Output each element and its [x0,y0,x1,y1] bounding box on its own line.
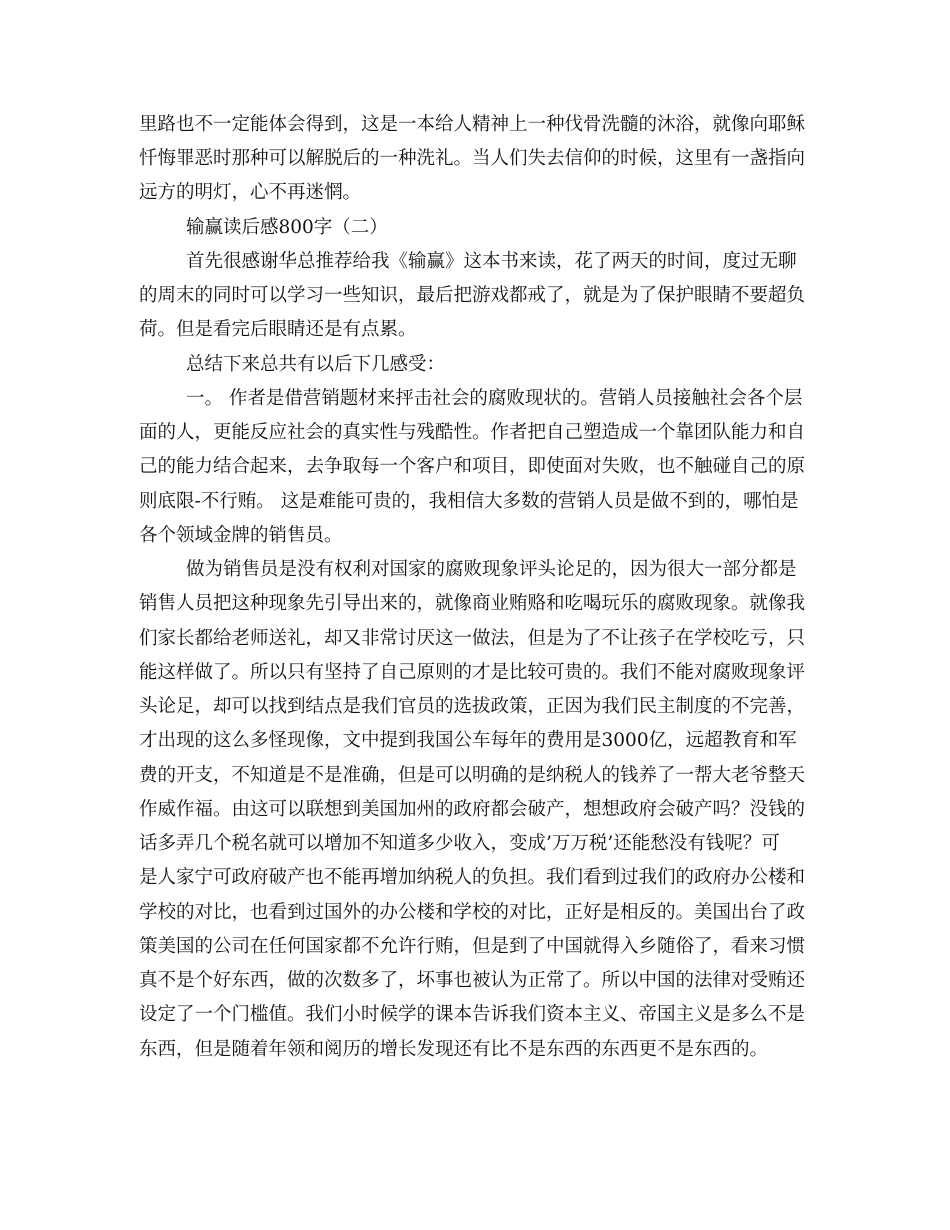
text-line: 的周末的同时可以学习一些知识，最后把游戏都戒了，就是为了保护眼睛不要超负 [139,285,806,306]
text-line: 则底限-不行贿。 这是难能可贵的，我相信大多数的营销人员是做不到的，哪怕是 [139,491,799,512]
text-line: 是人家宁可政府破产也不能再增加纳税人的负担。我们看到过我们的政府办公楼和 [139,867,806,888]
text-line: 远方的明灯，心不再迷惘。 [139,182,362,203]
text-line: 能这样做了。所以只有坚持了自己原则的才是比较可贵的。我们不能对腐败现象评 [139,662,806,683]
text-line: 面的人，更能反应社会的真实性与残酷性。作者把自己塑造成一个靠团队能力和自 [139,422,806,443]
text-line: 头论足，却可以找到结点是我们官员的选拔政策，正因为我们民主制度的不完善， [139,696,806,717]
text-line: 话多弄几个税名就可以增加不知道多少收入，变成’万万税’还能愁没有钱呢？可 [139,833,780,854]
text-line: 才出现的这么多怪现像，文中提到我国公车每年的费用是3000亿，远超教育和军 [139,730,797,751]
text-line: 荷。但是看完后眼睛还是有点累。 [139,319,417,340]
text-line: 作威作福。由这可以联想到美国加州的政府都会破产，想想政府会破产吗？没钱的 [139,799,806,820]
text-line: 学校的对比，也看到过国外的办公楼和学校的对比，正好是相反的。美国出台了政 [139,902,806,923]
text-line: 里路也不一定能体会得到，这是一本给人精神上一种伐骨洗髓的沐浴，就像向耶稣 [139,114,806,135]
text-line: 东西，但是随着年领和阅历的增长发现还有比不是东西的东西更不是东西的。 [139,1039,769,1060]
text-line: 忏悔罪恶时那种可以解脱后的一种洗礼。当人们失去信仰的时候，这里有一盏指向 [139,148,806,169]
text-line: 费的开支，不知道是不是准确，但是可以明确的是纳税人的钱养了一帮大老爷整天 [139,765,806,786]
text-line: 己的能力结合起来，去争取每一个客户和项目，即使面对失败，也不触碰自己的原 [139,456,806,477]
text-line: 各个领域金牌的销售员。 [139,525,343,546]
text-line: 销售人员把这种现象先引导出来的，就像商业贿赂和吃喝玩乐的腐败现象。就像我 [139,593,806,614]
text-line: 策美国的公司在任何国家都不允许行贿，但是到了中国就得入乡随俗了，看来习惯 [139,936,806,957]
text-line: 一。 作者是借营销题材来抨击社会的腐败现状的。营销人员接触社会各个层 [186,388,803,409]
text-line: 真不是个好东西，做的次数多了，坏事也被认为正常了。所以中国的法律对受贿还 [139,970,806,991]
text-line: 总结下来总共有以后下几感受： [186,354,446,375]
text-line: 做为销售员是没有权利对国家的腐败现象评头论足的，因为很大一部分都是 [186,559,797,580]
text-line: 们家长都给老师送礼，却又非常讨厌这一做法，但是为了不让孩子在学校吃亏，只 [139,628,806,649]
text-line: 设定了一个门槛值。我们小时候学的课本告诉我们资本主义、帝国主义是多么不是 [139,1004,806,1025]
text-line: 首先很感谢华总推荐给我《输赢》这本书来读，花了两天的时间，度过无聊 [186,251,797,272]
section-heading: 输赢读后感800字（二） [186,217,388,238]
